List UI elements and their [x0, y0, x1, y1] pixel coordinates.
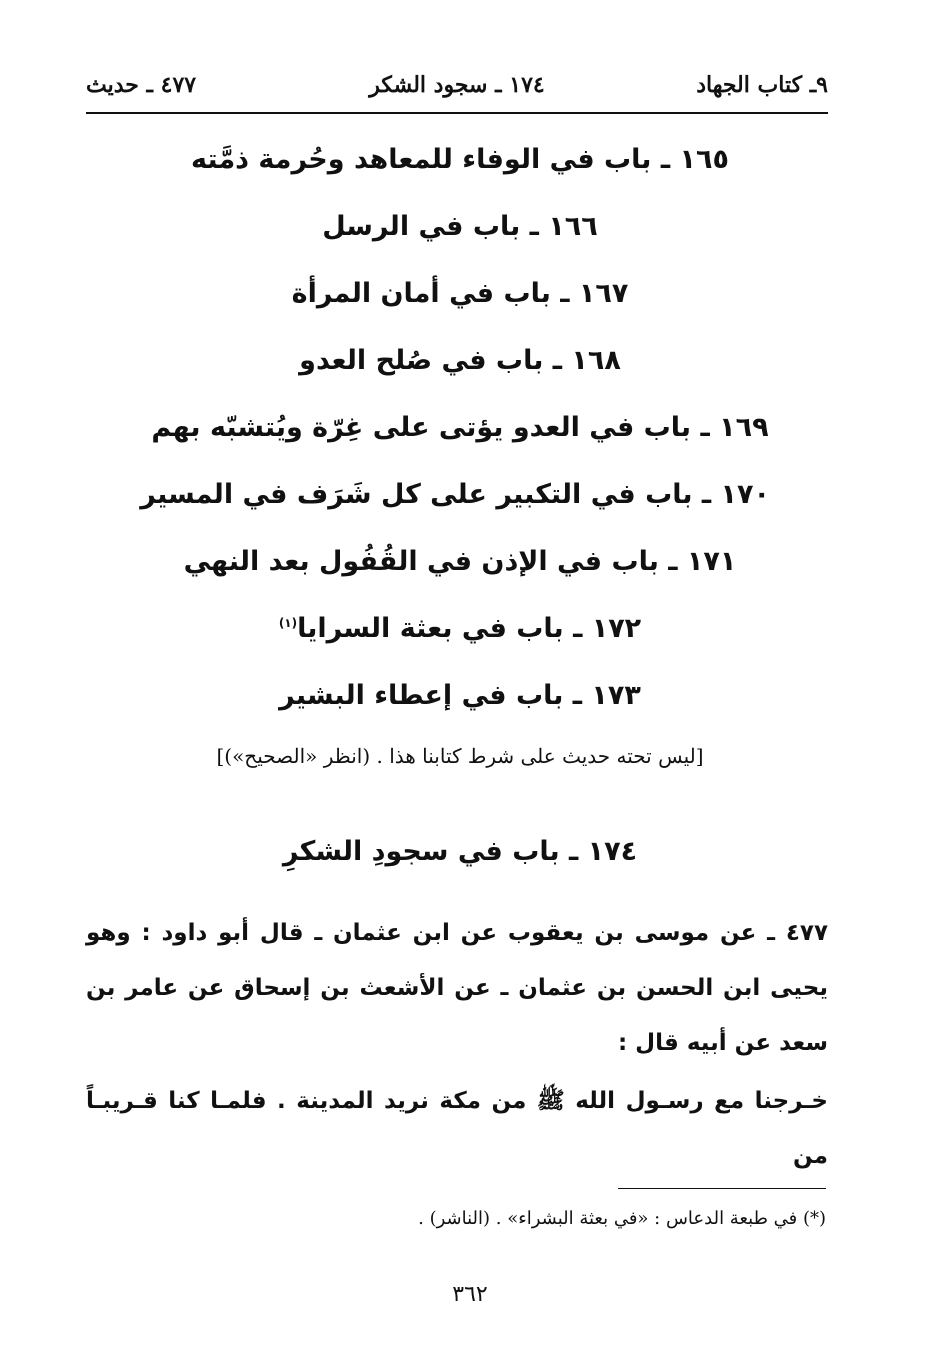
footnote: (*) في طبعة الدعاس : «في بعثة البشراء» . (الناشر) .: [418, 1208, 826, 1229]
hadith-isnad: ٤٧٧ ـ عن موسى بن يعقوب عن ابن عثمان ـ قال أبو داود : وهو يحيى ابن الحسن بن عثمان ـ عن الأشعث بن إسحاق عن عامر بن سعد عن أبيه قال :: [86, 920, 828, 1056]
header-book-title: ٩ـ كتاب الجهاد: [696, 72, 828, 98]
running-header: [86, 72, 828, 112]
chapter-heading: ١٦٦ ـ باب في الرسل: [322, 211, 598, 242]
chapter-heading: ١٧١ ـ باب في الإذن في القُفُول بعد النهي: [183, 546, 737, 577]
header-rule: [86, 112, 828, 114]
chapter-heading-with-marker: [150, 605, 770, 672]
chapter-heading-text: ١٧٢ ـ باب في بعثة السرايا: [297, 613, 642, 644]
page-number: ٣٦٢: [452, 1282, 488, 1307]
footnote-rule: [618, 1188, 826, 1189]
chapter-heading: ١٧٣ ـ باب في إعطاء البشير: [279, 680, 641, 711]
chapter-heading: ١٦٩ ـ باب في العدو يؤتى على غِرّة ويُتشبّه بهم: [151, 412, 769, 443]
header-hadith-number: ٤٧٧ ـ حديث: [86, 72, 197, 98]
footnote-marker: (١): [278, 616, 298, 630]
chapter-list: [140, 136, 770, 739]
chapter-heading: ١٧٠ ـ باب في التكبير على كل شَرَف في المسير: [140, 479, 770, 510]
editorial-note: [ليس تحته حديث على شرط كتابنا هذا . (انظر «الصحيح»)]: [216, 744, 704, 768]
chapter-heading: ١٦٧ ـ باب في أمان المرأة: [291, 278, 629, 309]
current-chapter-heading: ١٧٤ ـ باب في سجودِ الشكرِ: [282, 836, 638, 867]
chapter-heading: ١٦٥ ـ باب في الوفاء للمعاهد وحُرمة ذمَّته: [191, 144, 729, 175]
chapter-heading: ١٦٨ ـ باب في صُلح العدو: [299, 345, 621, 376]
header-chapter-title: ١٧٤ ـ سجود الشكر: [369, 72, 545, 98]
hadith-text: خـرجنا مع رسـول الله ﷺ من مكة نريد المدينة . فلمـا كنا قـريبـاً من: [86, 1088, 828, 1169]
